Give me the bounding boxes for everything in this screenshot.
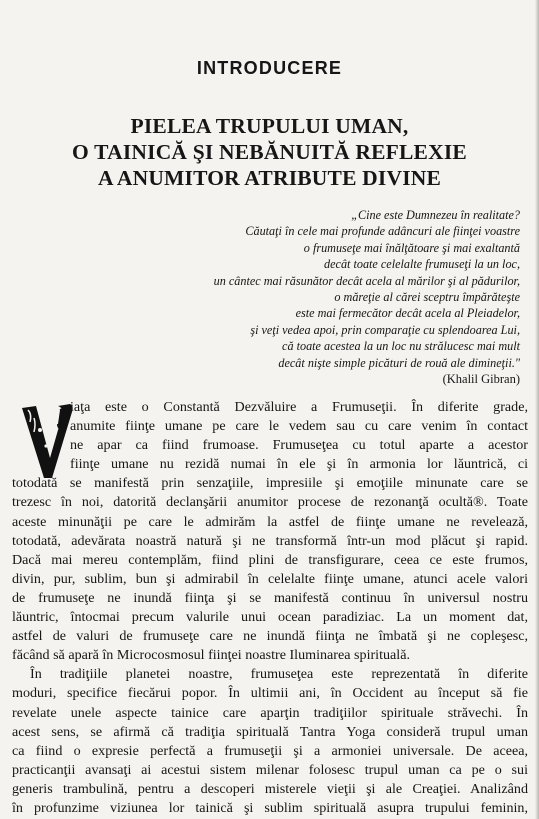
body-line: astfel de valuri de frumuseţe care ne inundă fiinţa ne îmbată şi ne copleşesc,	[12, 628, 528, 645]
body-line: În tradiţiile planetei noastre, frumuseţea este reprezentată în diferite	[30, 666, 528, 683]
body-line: generis trambulină, pentru a descoperi misterele vieţii şi ale Creaţiei. Analizând	[12, 780, 528, 797]
chapter-title	[0, 113, 539, 191]
body-line: de frumuseţe ne inundă fiinţa şi se manifestă continuu în universul nostru	[12, 589, 528, 606]
body-line: ne apar ca fiind frumoase. Frumuseţea cu totul aparte a acestor	[70, 437, 528, 454]
body-text	[12, 398, 528, 818]
epigraph-line: un cântec mai răsunător decât acela al mărilor şi al pădurilor,	[213, 273, 520, 288]
body-line: trezesc în noi, datorită declanşării anumitor procese de rezonanţă ocultă®. Toate	[12, 494, 528, 511]
epigraph-line: „Cine este Dumnezeu în realitate?	[351, 208, 520, 222]
body-line: totodată se manifestă prin senzaţiile, impresiile şi emoţiile minunate care se	[12, 475, 528, 492]
epigraph-line: decât nişte simple picături de rouă ale dimineţii."	[278, 355, 520, 370]
body-line: anumite fiinţe umane pe care le vedem sau cu care venim în contact	[70, 418, 528, 435]
body-line: moduri, specifice fiecărui popor. În ultimii ani, în Occident au început să fie	[12, 685, 528, 702]
epigraph-author: (Khalil Gibran)	[442, 372, 520, 387]
body-line: Dacă mai mereu contemplăm, fiind plini de transfigurare, ceea ce este frumos,	[12, 551, 528, 568]
body-line: divin, pur, sublim, bun şi admirabil în celelalte fiinţe umane, atunci acele valori	[12, 570, 528, 587]
body-line: făcând să apară în Microcosmosul fiinţei noastre Iluminarea spirituală.	[12, 647, 411, 664]
epigraph-line: o măreţie al cărei sceptru împărăteşte	[334, 290, 520, 305]
epigraph-line: că toate acestea la un loc nu strălucesc mai mult	[282, 339, 520, 354]
epigraph-line: o frumuseţe mai înălţătoare şi mai exaltantă	[303, 240, 520, 255]
epigraph	[150, 207, 520, 387]
epigraph-line: este mai fermecător decât acela al Pleiadelor,	[295, 306, 520, 321]
title-line: O TAINICĂ ŞI NEBĂNUITĂ REFLEXIE	[72, 140, 467, 164]
body-line: practicanţii avansaţi ai acestui sistem milenar folosesc trupul uman ca pe o sui	[12, 761, 528, 778]
title-line: PIELEA TRUPULUI UMAN,	[130, 114, 409, 138]
body-line: aceste minunăţii pe care le admirăm la astfel de fiinţe umane ne revelează,	[12, 513, 528, 530]
epigraph-line: decât toate celelalte frumuseţi la un loc,	[324, 257, 520, 272]
body-line: revelate unele aspecte tainice care aparţin tradiţiilor spirituale străvechi. În	[12, 704, 528, 721]
body-line: lăuntric, întocmai precum valurile unui ocean paradiziac. La un moment dat,	[12, 609, 528, 626]
body-line: fiinţe umane nu rezidă numai în ele şi în armonia lor lăuntrică, ci	[70, 456, 528, 473]
body-line: iaţa este o Constantă Dezvăluire a Frumuseţii. În diferite grade,	[70, 399, 528, 415]
body-line: totodată, adevărata noastră natură şi ne transformă într-un mod plăcut şi rapid.	[12, 532, 528, 549]
chapter-heading: INTRODUCERE	[196, 58, 343, 78]
epigraph-line: şi veţi vedea apoi, prin comparaţie cu splendoarea Lui,	[250, 322, 520, 337]
body-line: ca fiind o expresie perfectă a frumuseţii şi a armoniei universale. De aceea,	[12, 742, 528, 759]
body-line: în profunzime viziunea lor tainică şi sublim spirituală asupra trupului feminin,	[12, 799, 528, 816]
epigraph-line: Căutaţi în cele mai profunde adâncuri ale fiinţei voastre	[245, 224, 520, 239]
title-line: A ANUMITOR ATRIBUTE DIVINE	[97, 166, 442, 190]
body-line: acest sens, se afirmă că tradiţia spirituală Tantra Yoga consideră trupul uman	[12, 723, 528, 740]
